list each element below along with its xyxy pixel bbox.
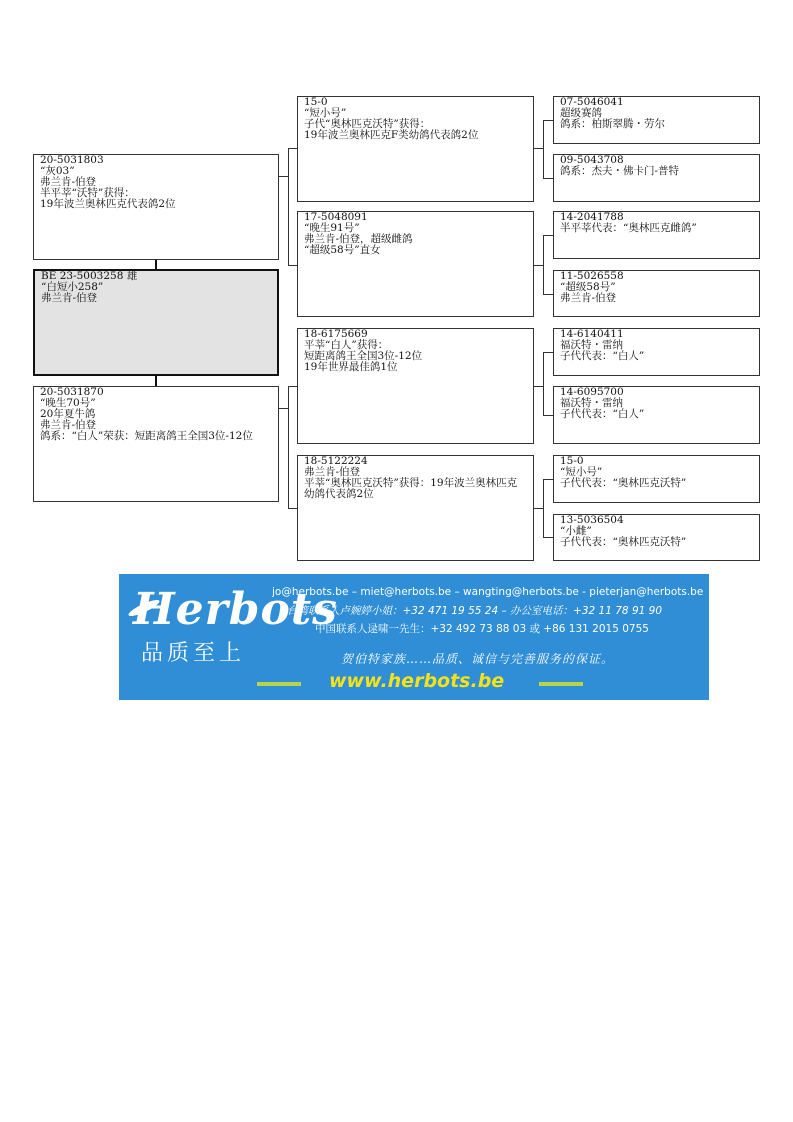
sd-branch-top: [543, 235, 553, 236]
card-line: 子代“奥林匹克沃特”获得：: [304, 118, 431, 130]
ss-connector: [534, 148, 543, 149]
sire-sire-card: [297, 96, 534, 202]
ring-number: 13-5036504: [560, 514, 624, 526]
ring-number: 18-5122224: [304, 455, 368, 467]
ss-branch-top: [543, 120, 553, 121]
dam-branch-bottom: [288, 508, 297, 509]
card-line: “短小号”: [560, 466, 603, 478]
website-link[interactable]: www.herbots.be: [329, 670, 505, 692]
sire-connector: [279, 176, 288, 177]
sd-branch: [543, 235, 544, 294]
card-line: “超级58号”: [560, 281, 616, 293]
card-line: 19年波兰奥林匹克代表鸽2位: [40, 198, 176, 210]
dam-dam-card: [297, 455, 534, 561]
subject-down-connector: [155, 375, 157, 386]
ss-sire-card: [553, 96, 760, 144]
card-line: 弗兰肯-伯登: [304, 466, 361, 478]
card-line: 子代代表：“白人”: [560, 350, 645, 362]
banner-tagline: 贺伯特家族……品质、诚信与完善服务的保证。: [341, 652, 615, 666]
sd-sire-card: [553, 211, 760, 259]
card-line: “超级58号”直女: [304, 244, 381, 256]
banner-emails[interactable]: jo@herbots.be – miet@herbots.be – wangting@herbots.be - pieterjan@herbots.be: [272, 586, 704, 598]
card-line: 福沃特・雷纳: [560, 339, 623, 351]
ss-dam-card: [553, 154, 760, 202]
card-line: 弗兰肯-伯登，超级雌鸽: [304, 233, 413, 245]
accent-bar-right: [539, 682, 583, 686]
dam-sire-card: [297, 328, 534, 444]
card-line: 弗兰肯-伯登: [40, 176, 97, 188]
card-line: 子代代表：“白人”: [560, 408, 645, 420]
sd-branch-bottom: [543, 294, 553, 295]
card-line: 19年世界最佳鸽1位: [304, 361, 398, 373]
ring-number: 15-0: [304, 96, 328, 108]
card-line: 平莘“奥林匹克沃特”获得：19年波兰奥林匹克幼鸽代表鸽2位: [304, 477, 518, 500]
card-line: 鸽系：柏斯翠腾・劳尔: [560, 118, 665, 130]
china-contact: 中国联系人逯啸一先生：+32 492 73 88 03 或 +86 131 2015 0755: [315, 623, 649, 635]
card-line: 半平莘代表：“奥林匹克雌鸽”: [560, 222, 697, 234]
card-line: 弗兰肯-伯登: [41, 292, 98, 304]
ring-number: 17-5048091: [304, 211, 368, 223]
dd-branch: [543, 479, 544, 537]
ds-connector: [534, 386, 543, 387]
subject-card: [33, 269, 279, 376]
sire-branch-bottom: [288, 265, 297, 266]
card-line: 鸽系：“白人”荣获：短距离鸽王全国3位-12位: [40, 430, 253, 442]
dd-branch-top: [543, 479, 553, 480]
card-line: “短小号”: [304, 107, 347, 119]
banner-slogan: 品质至上: [141, 641, 246, 666]
ds-dam-card: [553, 386, 760, 444]
ring-number: 15-0: [560, 455, 584, 467]
dam-connector: [279, 408, 288, 409]
card-line: 19年波兰奥林匹克F类幼鸽代表鸽2位: [304, 129, 479, 141]
sire-dam-card: [297, 211, 534, 317]
card-line: 超级赛鸽: [560, 107, 602, 119]
ring-number: 14-6095700: [560, 386, 624, 398]
dam-branch: [288, 386, 289, 508]
sire-branch: [288, 148, 289, 265]
dd-branch-bottom: [543, 537, 553, 538]
herbots-logo: Herbots: [133, 584, 338, 635]
card-line: 鸽系：杰夫・佛卡门-普特: [560, 165, 680, 177]
ring-number: 14-6140411: [560, 328, 624, 340]
card-line: 半平莘“沃特”获得：: [40, 187, 135, 199]
ring-number: BE 23-5003258 雄: [41, 270, 138, 282]
ds-branch: [543, 352, 544, 415]
sire-card: [33, 154, 279, 260]
card-line: 弗兰肯-伯登: [40, 419, 97, 431]
ring-number: 20-5031803: [40, 154, 104, 166]
ring-number: 09-5043708: [560, 154, 624, 166]
card-line: 短距离鸽王全国3位-12位: [304, 350, 423, 362]
ring-number: 11-5026558: [560, 270, 624, 282]
herbots-banner: [119, 574, 709, 700]
card-line: “晚生91号”: [304, 222, 360, 234]
ring-number: 14-2041788: [560, 211, 624, 223]
card-line: “晚生70号”: [40, 397, 96, 409]
ds-sire-card: [553, 328, 760, 376]
card-line: 子代代表：“奥林匹克沃特”: [560, 536, 687, 548]
sire-branch-top: [288, 148, 297, 149]
card-line: 福沃特・雷纳: [560, 397, 623, 409]
ring-number: 18-6175669: [304, 328, 368, 340]
card-line: 20年夏牛鸽: [40, 408, 96, 420]
dd-connector: [534, 508, 543, 509]
subject-up-connector: [155, 260, 157, 270]
dam-branch-top: [288, 386, 297, 387]
ds-branch-bottom: [543, 415, 553, 416]
card-line: “灰03”: [40, 165, 75, 177]
ring-number: 07-5046041: [560, 96, 624, 108]
card-line: 弗兰肯-伯登: [560, 292, 617, 304]
ss-branch-bottom: [543, 178, 553, 179]
ds-branch-top: [543, 352, 553, 353]
card-line: “白短小258”: [41, 281, 104, 293]
card-line: 平莘“白人”获得：: [304, 339, 389, 351]
ring-number: 20-5031870: [40, 386, 104, 398]
dd-dam-card: [553, 514, 760, 561]
sd-dam-card: [553, 270, 760, 317]
dd-sire-card: [553, 455, 760, 503]
taiwan-contact: 台湾联系人卢婉婷小姐：+32 471 19 55 24 – 办公室电话：+32 11 78 91 90: [287, 605, 663, 617]
dam-card: [33, 386, 279, 502]
accent-bar-left: [257, 682, 301, 686]
card-line: 子代代表：“奥林匹克沃特”: [560, 477, 687, 489]
sd-connector: [534, 265, 543, 266]
ss-branch: [543, 120, 544, 178]
card-line: “小雌”: [560, 525, 592, 537]
